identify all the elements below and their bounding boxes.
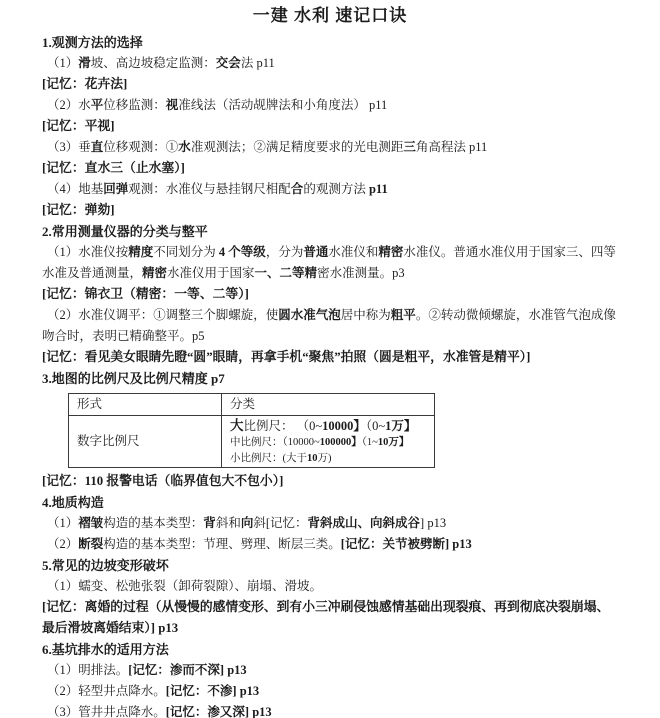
text-segment: 褶皱 xyxy=(78,516,104,530)
text-segment: 居中称为 xyxy=(340,308,391,322)
item-6-2 xyxy=(42,681,622,702)
text-segment: 三 xyxy=(403,140,416,154)
memory-1-2 xyxy=(42,116,622,137)
text-segment: 法 p11 xyxy=(240,56,275,70)
text-segment: （2）水准仪调平：①调整三个脚螺旋，使 xyxy=(47,308,279,322)
text-segment: [记忆：渗而不深] p13 xyxy=(128,663,247,677)
text-segment: 1.观测方法的选择 xyxy=(42,35,143,50)
memory-3-1 xyxy=(42,471,622,492)
text-segment: 1万】 xyxy=(385,419,417,433)
text-segment: 角高程法 p11 xyxy=(415,140,488,154)
text-segment: 4 个等级 xyxy=(218,245,266,259)
section-5-title xyxy=(42,555,622,576)
section-1-title xyxy=(42,32,622,53)
text-segment: 10000】 xyxy=(322,419,366,433)
text-segment: 准线法（活动觇牌法和小角度法） p11 xyxy=(178,98,388,112)
text-segment: 4.地质构造 xyxy=(42,495,104,510)
text-segment: 直 xyxy=(90,140,104,154)
text-segment: 水准仪。普通水准仪用于国家三、四等水准及普通测量， xyxy=(42,245,616,280)
text-segment: [记忆：锦衣卫（精密：一等、二等）] xyxy=(42,287,249,301)
item-6-1 xyxy=(42,660,622,681)
text-segment: 合 xyxy=(290,182,304,196)
document-body xyxy=(0,29,660,718)
text-segment: 断裂 xyxy=(78,537,104,551)
table-header-cell: 形式 xyxy=(69,394,222,416)
text-segment: 视 xyxy=(165,98,179,112)
text-segment: [记忆：看见美女眼睛先瞪“圆”眼睛，再拿手机“聚焦”拍照（圆是粗平，水准管是精平）] xyxy=(42,350,531,364)
text-segment: 水准仪和 xyxy=(328,245,379,259)
text-segment: 水准仪用于国家 xyxy=(167,266,255,280)
text-segment: [记忆：离婚的过程（从慢慢的感情变形、到有小三冲刷侵蚀感情基础出现裂痕、再到彻底决裂崩塌、最后滑坡离婚结束）] p13 xyxy=(42,600,610,635)
text-segment: [记忆：平视] xyxy=(42,119,115,133)
text-segment: 。②转动微倾螺旋，水准管气泡成像吻合时，表明已精确整平。p5 xyxy=(42,308,616,343)
item-1-1 xyxy=(42,53,622,74)
memory-2-1 xyxy=(42,284,622,305)
text-segment: 3.地图的比例尺及比例尺精度 p7 xyxy=(42,371,225,386)
text-segment: 位移监测： xyxy=(103,98,166,112)
item-2-1 xyxy=(42,242,622,284)
item-4-1 xyxy=(42,513,622,534)
table-class-line xyxy=(230,435,426,451)
text-segment: 斜[记忆： xyxy=(253,516,308,530)
text-segment: 6.基坑排水的适用方法 xyxy=(42,642,169,657)
text-segment: 中比例尺：（10000~ xyxy=(230,437,320,448)
page-title: 一建 水利 速记口诀 xyxy=(252,6,408,25)
text-segment: 构造的基本类型：节理、劈理、断层三类。 xyxy=(103,537,341,551)
text-segment: 不同划分为 xyxy=(153,245,219,259)
text-segment: [记忆：花卉法] xyxy=(42,77,128,91)
text-segment: ，分为 xyxy=(265,245,304,259)
text-segment: 水 xyxy=(178,140,191,154)
text-segment: [记忆：弹劾] xyxy=(42,203,115,217)
text-segment: [记忆：不渗] p13 xyxy=(165,684,260,698)
text-segment: （1）明排法。 xyxy=(47,663,129,677)
item-6-3 xyxy=(42,702,622,718)
text-segment: 背斜成山、向斜成谷 xyxy=(307,516,421,530)
item-2-2 xyxy=(42,305,622,347)
text-segment: （4）地基 xyxy=(47,182,104,196)
text-segment: [记忆：直水三（止水塞）] xyxy=(42,161,185,175)
text-segment: 粗平 xyxy=(390,308,416,322)
text-segment: [记忆：关节被劈断] p13 xyxy=(340,537,472,551)
item-1-4 xyxy=(42,179,622,200)
section-4-title xyxy=(42,492,622,513)
text-segment: （1~ xyxy=(361,437,378,448)
text-segment: （2） xyxy=(47,537,79,551)
text-segment: 精度 xyxy=(128,245,154,259)
text-segment: 一、二等精 xyxy=(254,266,318,280)
table-class-line xyxy=(230,451,426,467)
item-1-2 xyxy=(42,95,622,116)
text-segment: （2）水 xyxy=(47,98,91,112)
table-class-line xyxy=(230,417,426,435)
text-segment: 5.常见的边坡变形破坏 xyxy=(42,558,169,573)
scale-table xyxy=(68,393,435,468)
table-row-label: 数字比例尺 xyxy=(69,416,222,468)
text-segment: [记忆：110 报警电话（临界值包大不包小）] xyxy=(42,474,284,488)
text-segment: 观测：水准仪与悬挂钢尺相配 xyxy=(128,182,291,196)
text-segment: 滑 xyxy=(78,56,91,70)
text-segment: 背 xyxy=(203,516,216,530)
item-4-2 xyxy=(42,534,622,555)
memory-1-1 xyxy=(42,74,622,95)
text-segment: 斜和 xyxy=(215,516,241,530)
text-segment: 的观测方法 xyxy=(303,182,369,196)
text-segment: 小比例尺：(大于 xyxy=(230,452,307,464)
text-segment: 回弹 xyxy=(103,182,129,196)
text-segment: （2）轻型井点降水。 xyxy=(47,684,166,698)
text-segment: [记忆：渗又深] p13 xyxy=(165,705,272,718)
table-header-cell: 分类 xyxy=(222,394,435,416)
text-segment: 密水准测量。p3 xyxy=(317,266,405,280)
text-segment: （1）水准仪按 xyxy=(47,245,129,259)
section-3-title xyxy=(42,368,622,389)
memory-1-3 xyxy=(42,158,622,179)
text-segment: 向 xyxy=(240,516,254,530)
text-segment: ] p13 xyxy=(420,516,447,530)
text-segment: 交会 xyxy=(215,56,241,70)
text-segment: 精密 xyxy=(142,266,168,280)
text-segment: 普通 xyxy=(303,245,329,259)
text-segment: 大 xyxy=(230,418,244,433)
text-segment: （3）管井井点降水。 xyxy=(47,705,166,718)
item-1-3 xyxy=(42,137,622,158)
text-segment: 位移观测：① xyxy=(103,140,179,154)
text-segment: 10万】 xyxy=(377,437,410,448)
text-segment: （0~ xyxy=(365,419,386,433)
memory-5-1 xyxy=(42,597,622,639)
text-segment: 100000】 xyxy=(319,437,362,448)
text-segment: 圆水准气泡 xyxy=(278,308,341,322)
text-segment: 坡、高边坡稳定监测： xyxy=(90,56,216,70)
text-segment: 万) xyxy=(317,452,332,464)
section-6-title xyxy=(42,639,622,660)
text-segment: 2.常用测量仪器的分类与整平 xyxy=(42,224,208,239)
text-segment: （1） xyxy=(47,56,79,70)
text-segment: 构造的基本类型： xyxy=(103,516,204,530)
text-segment: p11 xyxy=(368,182,388,196)
text-segment: （3）垂 xyxy=(47,140,91,154)
text-segment: （1）蠕变、松弛张裂（卸荷裂隙）、崩塌、滑坡。 xyxy=(47,579,323,593)
item-5-1 xyxy=(42,576,622,597)
text-segment: 准观测法；②满足精度要求的光电测距 xyxy=(190,140,404,154)
table-class-cell xyxy=(222,416,435,468)
text-segment: 10 xyxy=(307,452,318,464)
section-2-title xyxy=(42,221,622,242)
text-segment: 平 xyxy=(90,98,104,112)
text-segment: （1） xyxy=(47,516,79,530)
memory-2-2 xyxy=(42,347,622,368)
text-segment: 比例尺： （0~ xyxy=(243,419,323,433)
memory-1-4 xyxy=(42,200,622,221)
text-segment: 精密 xyxy=(378,245,404,259)
